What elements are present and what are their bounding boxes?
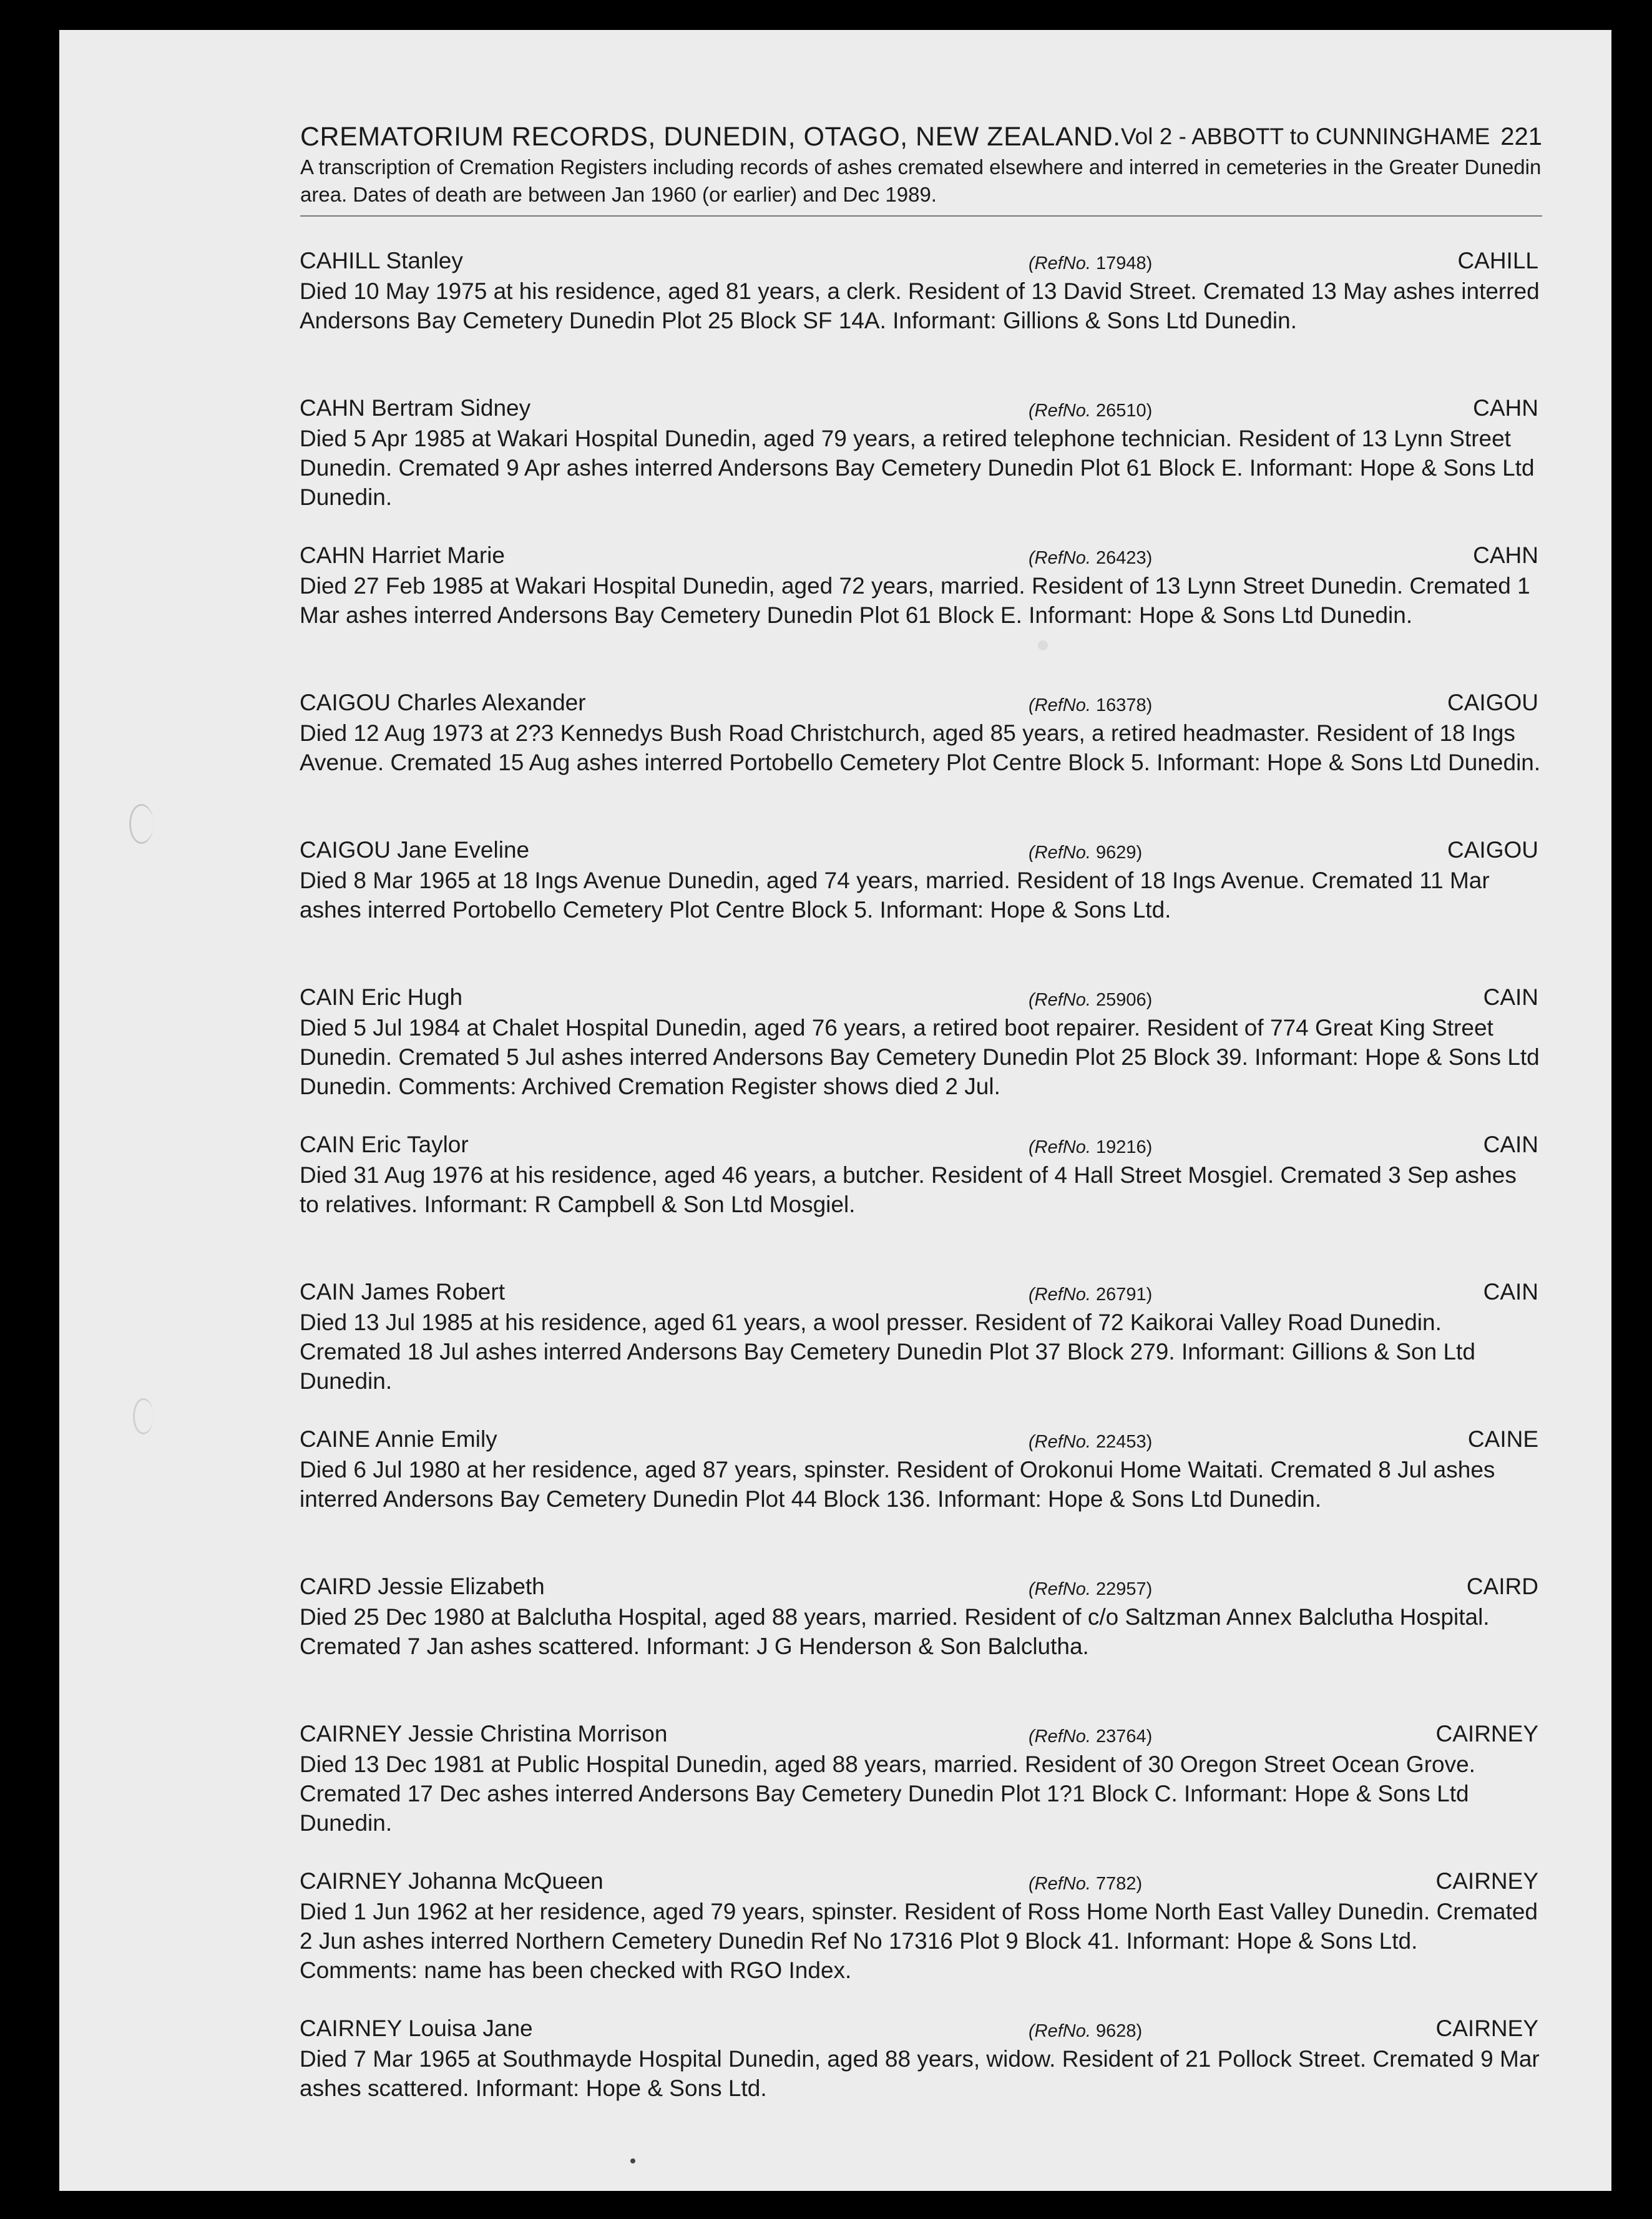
record-ref [1029, 1574, 1152, 1605]
ref-number: 9628) [1095, 2021, 1143, 2041]
page-number: 221 [1500, 123, 1542, 150]
record-surname: CAINE [1467, 1426, 1538, 1452]
record-ref [1029, 542, 1152, 574]
record-list [300, 245, 1548, 2160]
record-entry [300, 393, 1548, 540]
record-ref [1029, 395, 1152, 426]
record-details: Died 13 Dec 1981 at Public Hospital Dunedin, aged 88 years, married. Resident of 30 Oregon Street Ocean Grove. Cremated 17 Dec ashes interred Andersons Bay Cemetery Dunedin Plot 1?1 Block C. Informant: Hope & Sons Ltd Dunedin. [300, 1751, 1475, 1836]
record-heading [300, 245, 1548, 277]
record-surname: CAIN [1483, 1132, 1538, 1157]
record-name: CAIN James Robert [300, 1279, 505, 1305]
record-entry [300, 1129, 1548, 1276]
ref-label: (RefNo. [1029, 695, 1091, 715]
record-surname: CAHN [1473, 395, 1538, 421]
record-name: CAHN Bertram Sidney [300, 395, 531, 421]
ref-number: 7782) [1095, 1874, 1143, 1894]
ref-label: (RefNo. [1029, 1137, 1091, 1157]
ref-number: 26423) [1095, 548, 1153, 568]
record-entry [300, 1866, 1548, 2013]
ref-label: (RefNo. [1029, 2021, 1091, 2041]
record-surname: CAHN [1473, 542, 1538, 568]
record-ref [1029, 2016, 1142, 2047]
record-heading [300, 540, 1548, 571]
record-details: Died 25 Dec 1980 at Balclutha Hospital, aged 88 years, married. Resident of c/o Saltzman Annex Balclutha Hospital. Cremated 7 Jan ashes scattered. Informant: J G Henderson & Son Balclutha. [300, 1604, 1490, 1659]
ref-label: (RefNo. [1029, 401, 1091, 421]
ref-label: (RefNo. [1029, 253, 1091, 273]
volume-label: Vol 2 - ABBOTT to CUNNINGHAME [1121, 124, 1490, 149]
header-divider [300, 215, 1542, 217]
ref-label: (RefNo. [1029, 548, 1091, 568]
record-heading [300, 1866, 1548, 1897]
record-entry [300, 835, 1548, 982]
record-name: CAIN Eric Hugh [300, 984, 463, 1010]
record-heading [300, 393, 1548, 424]
record-details: Died 27 Feb 1985 at Wakari Hospital Dunedin, aged 72 years, married. Resident of 13 Lynn Street Dunedin. Cremated 1 Mar ashes interred Andersons Bay Cemetery Dunedin Plot 61 Block E. Informant: Hope & Sons Ltd Dunedin. [300, 573, 1530, 628]
header-line [300, 120, 1542, 154]
record-heading [300, 982, 1548, 1013]
record-entry [300, 1718, 1548, 1866]
document-title: CREMATORIUM RECORDS, DUNEDIN, OTAGO, NEW ZEALAND. [300, 122, 1121, 152]
ref-number: 16378) [1095, 695, 1153, 715]
record-surname: CAIRNEY [1435, 2016, 1538, 2041]
ref-label: (RefNo. [1029, 990, 1091, 1010]
record-heading [300, 687, 1548, 718]
page-header [300, 120, 1542, 208]
record-entry [300, 540, 1548, 687]
record-surname: CAIRNEY [1435, 1868, 1538, 1894]
record-heading [300, 1424, 1548, 1455]
record-details: Died 5 Jul 1984 at Chalet Hospital Dunedin, aged 76 years, a retired boot repairer. Resident of 774 Great King Street Dunedin. Cremated 5 Jul ashes interred Andersons Bay Cemetery Dunedin Plot 25 Block 39. Informant: Hope & Sons Ltd Dunedin. Comments: Archived Cremation Register shows died 2 Jul. [300, 1015, 1540, 1099]
record-name: CAIGOU Jane Eveline [300, 837, 530, 863]
record-details: Died 5 Apr 1985 at Wakari Hospital Dunedin, aged 79 years, a retired telephone technician. Resident of 13 Lynn Street Dunedin. Cremated 9 Apr ashes interred Andersons Bay Cemetery Dunedin Plot 61 Block E. Informant: Hope & Sons Ltd Dunedin. [300, 426, 1535, 510]
ref-label: (RefNo. [1029, 843, 1091, 863]
record-name: CAIRNEY Jessie Christina Morrison [300, 1721, 668, 1746]
record-ref [1029, 1426, 1152, 1457]
record-details: Died 10 May 1975 at his residence, aged 81 years, a clerk. Resident of 13 David Street. Cremated 13 May ashes interred Andersons Bay Cemetery Dunedin Plot 25 Block SF 14A. Informant: Gillions & Sons Ltd Dunedin. [300, 278, 1540, 333]
record-surname: CAIGOU [1447, 690, 1538, 715]
record-ref [1029, 1132, 1152, 1163]
ref-label: (RefNo. [1029, 1874, 1091, 1894]
ref-number: 9629) [1095, 843, 1143, 863]
ref-number: 17948) [1095, 253, 1153, 273]
record-details: Died 8 Mar 1965 at 18 Ings Avenue Dunedin, aged 74 years, married. Resident of 18 Ings Avenue. Cremated 11 Mar ashes interred Portobello Cemetery Plot Centre Block 5. Informant: Hope & Sons Ltd. [300, 868, 1490, 923]
record-details: Died 6 Jul 1980 at her residence, aged 87 years, spinster. Resident of Orokonui Home Waitati. Cremated 8 Jul ashes interred Andersons Bay Cemetery Dunedin Plot 44 Block 136. Informant: Hope & Sons Ltd Dunedin. [300, 1457, 1495, 1512]
record-name: CAIGOU Charles Alexander [300, 690, 586, 715]
record-surname: CAIRD [1466, 1574, 1538, 1599]
record-name: CAHN Harriet Marie [300, 542, 505, 568]
document-description: A transcription of Cremation Registers including records of ashes cremated elsewhere and interred in cemeteries in the Greater Dunedin area. Dates of death are between Jan 1960 (or earlier) and Dec 1989. [300, 155, 1542, 206]
record-entry [300, 1571, 1548, 1718]
record-ref [1029, 1279, 1152, 1310]
record-details: Died 13 Jul 1985 at his residence, aged 61 years, a wool presser. Resident of 72 Kaikorai Valley Road Dunedin. Cremated 18 Jul ashes interred Andersons Bay Cemetery Dunedin Plot 37 Block 279. Informant: Gillions & Son Ltd Dunedin. [300, 1310, 1475, 1394]
record-name: CAIRNEY Johanna McQueen [300, 1868, 604, 1894]
record-ref [1029, 837, 1142, 868]
record-heading [300, 1571, 1548, 1602]
record-ref [1029, 690, 1152, 721]
record-details: Died 31 Aug 1976 at his residence, aged 46 years, a butcher. Resident of 4 Hall Street Mosgiel. Cremated 3 Sep ashes to relatives. Informant: R Campbell & Son Ltd Mosgiel. [300, 1162, 1517, 1217]
record-heading [300, 1129, 1548, 1160]
ref-label: (RefNo. [1029, 1432, 1091, 1452]
ref-number: 22957) [1095, 1579, 1153, 1599]
record-details: Died 1 Jun 1962 at her residence, aged 79 years, spinster. Resident of Ross Home North East Valley Dunedin. Cremated 2 Jun ashes interred Northern Cemetery Dunedin Ref No 17316 Plot 9 Block 41. Informant: Hope & Sons Ltd. Comments: name has been checked with RGO Index. [300, 1899, 1538, 1983]
ref-number: 25906) [1095, 990, 1153, 1010]
scan-mark [1038, 640, 1048, 650]
record-heading [300, 2013, 1548, 2044]
scan-mark [129, 804, 154, 844]
record-ref [1029, 1868, 1142, 1899]
document-page [59, 30, 1611, 2191]
record-details: Died 12 Aug 1973 at 2?3 Kennedys Bush Road Christchurch, aged 85 years, a retired headmaster. Resident of 18 Ings Avenue. Cremated 15 Aug ashes interred Portobello Cemetery Plot Centre Block 5. Informant: Hope & Sons Ltd Dunedin. [300, 720, 1541, 775]
record-entry [300, 1276, 1548, 1424]
record-ref [1029, 1721, 1152, 1752]
record-surname: CAHILL [1457, 248, 1538, 273]
record-name: CAIRD Jessie Elizabeth [300, 1574, 545, 1599]
ref-number: 23764) [1095, 1727, 1153, 1746]
record-surname: CAIGOU [1447, 837, 1538, 863]
ref-number: 22453) [1095, 1432, 1153, 1452]
ref-label: (RefNo. [1029, 1727, 1091, 1746]
ref-number: 26791) [1095, 1285, 1153, 1305]
scan-mark [133, 1398, 154, 1434]
record-entry [300, 2013, 1548, 2160]
ref-label: (RefNo. [1029, 1579, 1091, 1599]
record-heading [300, 1276, 1548, 1308]
record-name: CAIN Eric Taylor [300, 1132, 469, 1157]
record-entry [300, 245, 1548, 393]
record-entry [300, 687, 1548, 835]
record-heading [300, 1718, 1548, 1750]
record-surname: CAIRNEY [1435, 1721, 1538, 1746]
scan-mark [630, 2158, 635, 2163]
record-surname: CAIN [1483, 1279, 1538, 1305]
record-name: CAHILL Stanley [300, 248, 463, 273]
record-details: Died 7 Mar 1965 at Southmayde Hospital Dunedin, aged 88 years, widow. Resident of 21 Pollock Street. Cremated 9 Mar ashes scattered. Informant: Hope & Sons Ltd. [300, 2046, 1540, 2101]
record-surname: CAIN [1483, 984, 1538, 1010]
ref-number: 26510) [1095, 401, 1153, 421]
record-ref [1029, 984, 1152, 1016]
record-heading [300, 835, 1548, 866]
record-ref [1029, 248, 1152, 279]
record-name: CAINE Annie Emily [300, 1426, 497, 1452]
record-name: CAIRNEY Louisa Jane [300, 2016, 533, 2041]
record-entry [300, 1424, 1548, 1571]
record-entry [300, 982, 1548, 1129]
ref-label: (RefNo. [1029, 1285, 1091, 1305]
ref-number: 19216) [1095, 1137, 1153, 1157]
